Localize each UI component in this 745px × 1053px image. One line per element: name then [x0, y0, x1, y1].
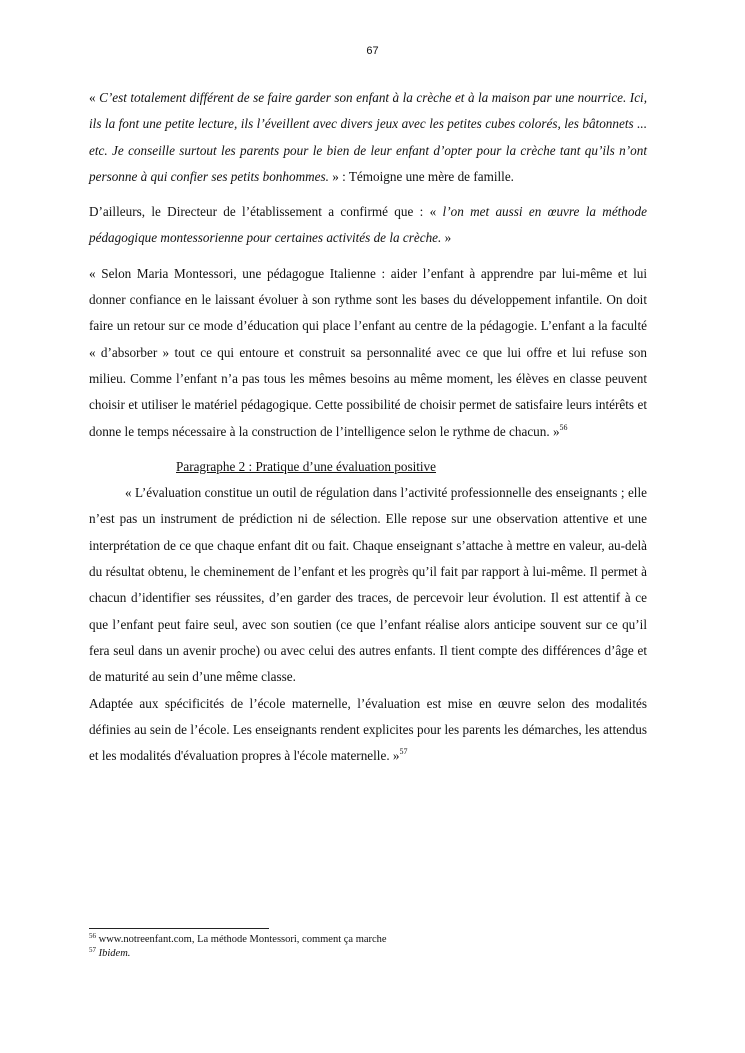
- maternelle-paragraph: [89, 691, 647, 770]
- director-intro: D’ailleurs, le Directeur de l’établissement a confirmé que : «: [89, 204, 443, 220]
- footnote-ref-56: 56: [559, 422, 568, 432]
- maternelle-text: Adaptée aux spécificités de l’école maternelle, l’évaluation est mise en œuvre selon des modalités définies au sein de l’école. Les enseignants rendent explicites pour les parents les démarches, les attendus et les modalités d'évaluation propres à l'école maternelle. »: [89, 695, 647, 764]
- footnote-56: [89, 933, 649, 947]
- mother-testimony-quote: C’est totalement différent de se faire garder son enfant à la crèche et à la maison par une nourrice. Ici, ils la font une petite lecture, ils l’éveillent avec divers jeux avec les petites cubes colorés, les bâtonnets ... etc. Je conseille surtout les parents pour le bien de leur enfant d’opter pour la crèche tant qu’ils n’ont personne à qui confier ses petits bonhommes.: [89, 90, 648, 184]
- quote-close: »: [441, 230, 452, 246]
- director-paragraph: [89, 199, 647, 252]
- footnote-text: www.notreenfant.com, La méthode Montessori, comment ça marche: [98, 934, 387, 945]
- footnote-57: [89, 947, 649, 961]
- footnote-number: 56: [89, 932, 96, 940]
- testimony-paragraph: [89, 85, 647, 190]
- section-heading: Paragraphe 2 : Pratique d’une évaluation positive: [176, 458, 437, 474]
- page-body: [89, 85, 647, 769]
- quote-open: «: [89, 90, 100, 105]
- montessori-text: « Selon Maria Montessori, une pédagogue Italienne : aider l’enfant à apprendre par lui-même et lui donner confiance en le laissant évoluer à son rythme sont les bases du développement infantile. On doit faire un retour sur ce mode d’éducation qui place l’enfant au centre de la pédagogie. L’enfant a la faculté « d’absorber » tout ce qui entoure et construit sa personnalité avec ce que lui offre et lui refuse son milieu. Comme l’enfant n’a pas tous les mêmes besoins au même moment, les élèves en classe peuvent choisir et utiliser le matériel pédagogique. Cette possibilité de choisir permet de satisfaire leurs intérêts et donne le temps nécessaire à la construction de l’intelligence selon le rythme de chacun. »: [89, 265, 647, 439]
- footnote-separator: [89, 928, 269, 929]
- montessori-paragraph: [89, 261, 647, 445]
- page-number: 67: [366, 45, 379, 57]
- director-quote: l’on met aussi en œuvre la méthode pédagogique montessorienne pour certaines activités de la crèche.: [89, 204, 647, 246]
- footnotes: [89, 933, 649, 960]
- footnote-text: Ibidem.: [98, 947, 131, 959]
- footnote-number: 57: [89, 945, 96, 954]
- footnote-ref-57: 57: [399, 747, 408, 757]
- evaluation-paragraph: « L’évaluation constitue un outil de régulation dans l’activité professionnelle des enseignants ; elle n’est pas un instrument de prédiction ni de sélection. Elle repose sur une observation attentive et une interprétation de ce que chaque enfant dit ou fait. Chaque enseignant s’attache à mettre en valeur, au-delà du résultat obtenu, le cheminement de l’enfant et les progrès qu’il fait par rapport à lui-même. Il permet à chacun d’identifier ses réussites, d’en garder des traces, de percevoir leur évolution. Il est attentif à ce que l’enfant peut faire seul, avec son soutien (ce que l’enfant réalise alors anticipe souvent sur ce qu’il fera seul dans un avenir proche) ou avec celui des autres enfants. Il tient compte des différences d’âge et de maturité au sein d’une même classe.: [89, 485, 647, 685]
- testimony-attribution: » : Témoigne une mère de famille.: [328, 168, 514, 184]
